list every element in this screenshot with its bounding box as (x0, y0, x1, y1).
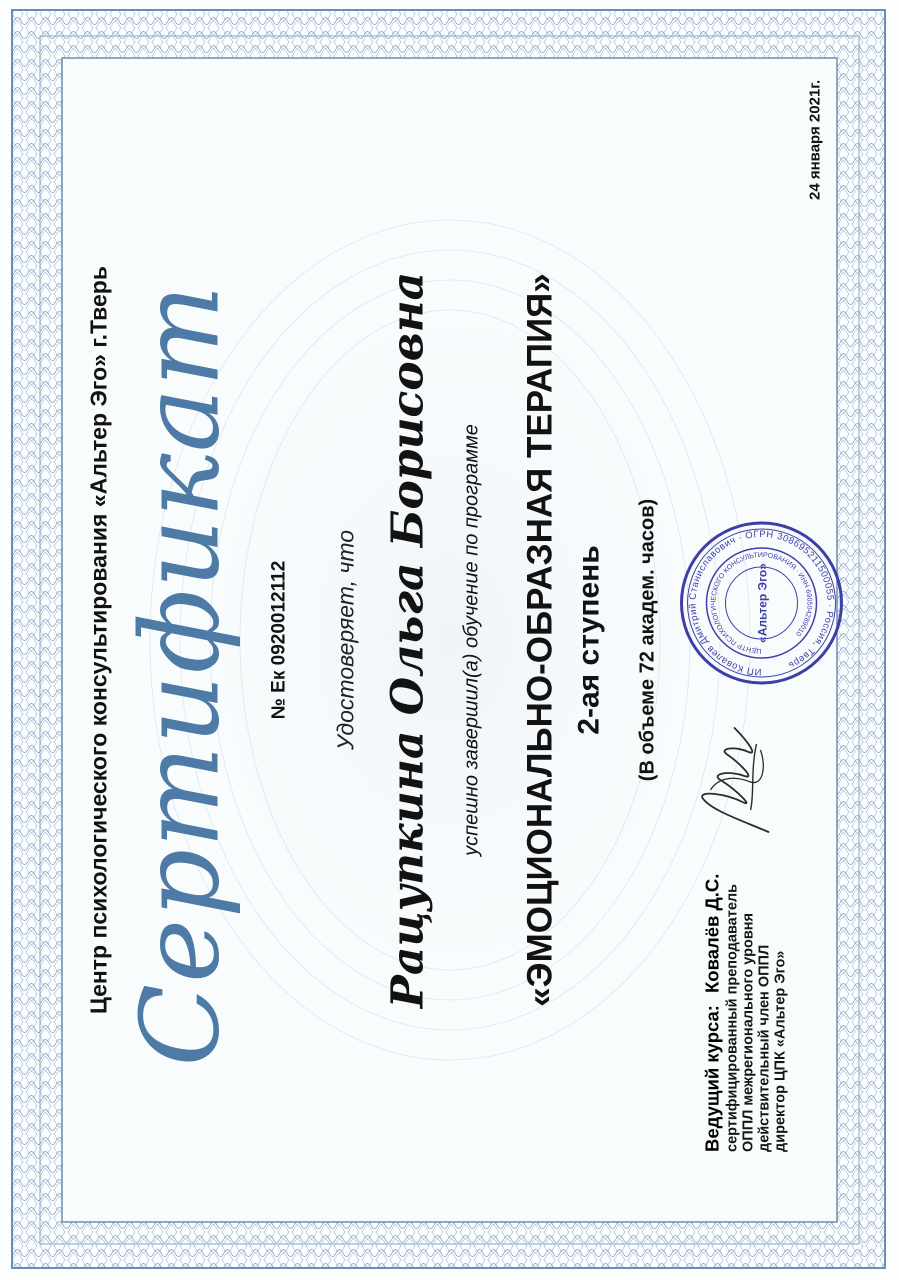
certifies-text: Удостоверяет, что (332, 529, 358, 751)
instructor-credential: директор ЦПК «Альтер Эго» (772, 950, 788, 1152)
signature (680, 710, 790, 840)
instructor-credential: действительный член ОППЛ (756, 944, 772, 1152)
program-name: «ЭМОЦИОНАЛЬНО-ОБРАЗНАЯ ТЕРАПИЯ» (520, 273, 559, 1007)
instructor-name: Ковалёв Д.С. (701, 873, 722, 994)
instructor-credential: ОППЛ межрегионального уровня (740, 913, 756, 1152)
instructor-label: Ведущий курса: (701, 1005, 722, 1152)
instructor-heading (700, 792, 724, 1152)
instructor-block (700, 792, 788, 1152)
stamp-center-text: «Альтер Эго» (755, 563, 769, 643)
stamp-outer-text: ИП Ковалев Дмитрий Станиславович · ОГРН 308695211500055 · Россия, Тверь (686, 528, 836, 678)
organization-stamp (676, 518, 846, 688)
certificate-number: № Ек 0920012112 (268, 560, 289, 720)
completion-text: успешно завершил(а) обучение по программе (460, 424, 482, 856)
issue-date: 24 января 2021г. (806, 79, 823, 200)
hours-text: (В объеме 72 академ. часов) (636, 498, 658, 782)
program-level: 2-ая ступень (572, 545, 605, 735)
recipient-name: Рацупкина Ольга Борисовна (382, 271, 433, 1009)
organization-title: Центр психологического консультирования «Альтер Эго» г.Тверь (85, 266, 111, 1014)
stamp-inner-text: ЦЕНТР ПСИХОЛОГИЧЕСКОГО КОНСУЛЬТИРОВАНИЯ · ИНН 690504289010 (709, 551, 813, 655)
certificate-title: Сертификат (118, 283, 243, 1067)
instructor-credential: сертифицированный преподаватель (724, 883, 740, 1152)
